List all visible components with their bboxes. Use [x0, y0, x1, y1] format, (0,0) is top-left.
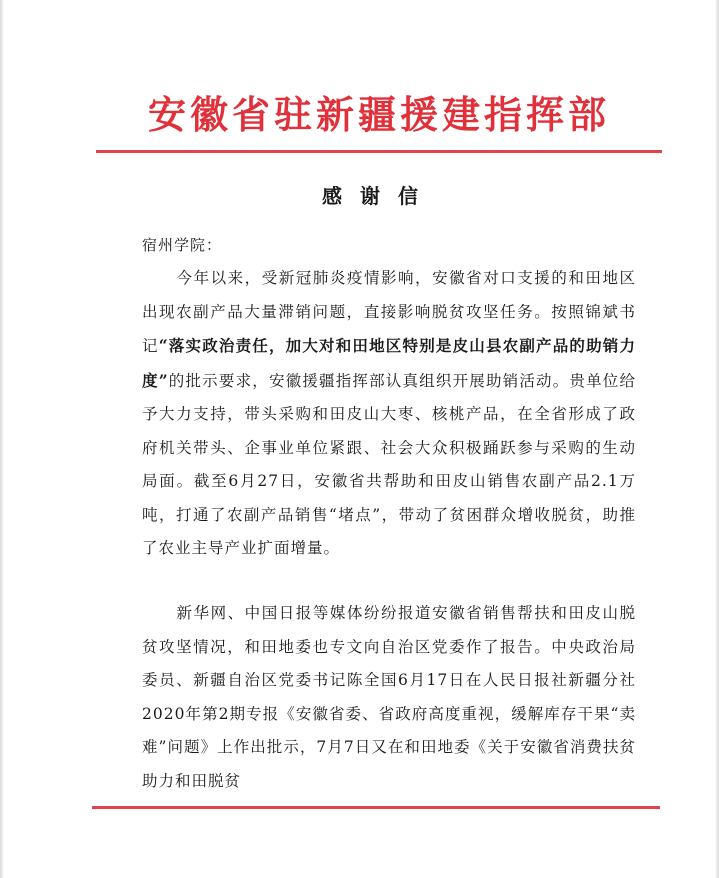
letter-paragraph-1 — [142, 262, 636, 566]
footer-red-rule — [92, 806, 660, 809]
letterhead-red-rule — [96, 150, 662, 153]
letterhead-org-name: 安徽省驻新疆援建指挥部 — [147, 92, 610, 137]
letter-title: 感谢信 — [322, 184, 436, 208]
scan-shadow-left — [0, 0, 4, 878]
paragraph-1-text-b: 的批示要求，安徽援疆指挥部认真组织开展助销活动。贵单位给予大力支持，带头采购和田皮山大枣、核桃产品，在全省形成了政府机关带头、企事业单位紧跟、社会大众积极踊跃参与采购的生动局面。截至6月27日，安徽省共帮助和田皮山销售农副产品2.1万吨，打通了农副产品销售“堵点”，带动了贫困群众增收脱贫，助推了农业主导产业扩面增量。 — [142, 371, 636, 557]
letter-salutation: 宿州学院： — [142, 236, 223, 254]
scan-shadow-right — [715, 0, 719, 878]
paragraph-1-quoted-instruction: “落实政治责任，加大对和田地区特别是皮山县农副产品的助销力度” — [142, 336, 636, 390]
paragraph-2-text: 新华网、中国日报等媒体纷纷报道安徽省销售帮扶和田皮山脱贫攻坚情况，和田地委也专文向自治区党委作了报告。中央政治局委员、新疆自治区党委书记陈全国6月17日在人民日报社新疆分社2020年第2期专报《安徽省委、省政府高度重视，缓解库存干果“卖难”问题》上作出批示，7月7日又在和田地委《关于安徽省消费扶贫助力和田脱贫 — [142, 604, 636, 790]
letter-paragraph-2 — [142, 597, 636, 798]
paragraph-1-text-a: 今年以来，受新冠肺炎疫情影响，安徽省对口支援的和田地区出现农副产品大量滞销问题，直接影响脱贫攻坚任务。按照锦斌书记 — [142, 269, 636, 355]
